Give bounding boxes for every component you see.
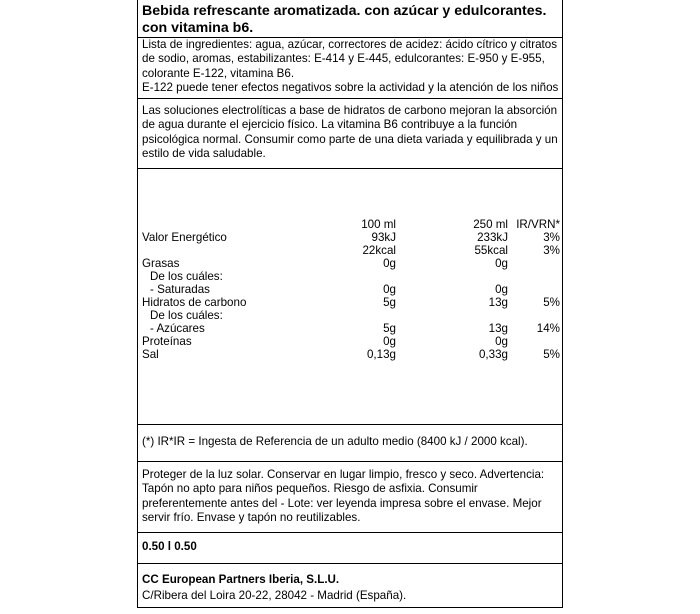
storage-instructions: Proteger de la luz solar. Conservar en lugar limpio, fresco y seco. Advertencia: Tapón no apto para niños pequeños. Riesgo de asfixia. Consumir preferentemente antes del - Lote: ver leyenda impresa sobre el envase. Mejor servir frío. Envase y tapón no reutilizables. [142,468,545,524]
nutrition-cell [508,283,560,296]
nutrition-header-cell: IR/VRN* [516,218,560,231]
nutrition-cell: 14% [536,322,560,335]
colorant-warning: E-122 puede tener efectos negativos sobre la actividad y la atención de los niños [142,81,559,94]
nutrition-row [142,348,560,361]
divider [138,98,562,99]
nutrition-cell [290,309,396,322]
nutrition-row [142,244,560,257]
nutrition-cell: - Azúcares [150,322,205,335]
nutrition-cell: 3% [543,244,560,257]
nutrition-cell [396,270,508,283]
nutrition-cell: Hidratos de carbono [142,296,247,309]
nutrition-cell: 5g [383,296,396,309]
nutrition-cell: Grasas [142,257,180,270]
nutrition-cell: Proteínas [142,335,192,348]
nutrition-row [142,296,560,309]
nutrition-row [142,309,560,322]
company-name: CC European Partners Iberia, S.L.U. [142,573,340,586]
nutrition-cell [508,257,560,270]
ingredients-list: Lista de ingredientes: agua, azúcar, correctores de acidez: ácido cítrico y citratos de sodio, aromas, estabilizantes: E-414 y E-445, edulcorantes: E-950 y E-955, colorante E-122, vitamina B6. [142,38,558,80]
nutrition-row [142,322,560,335]
nutrition-cell: - Saturadas [150,283,210,296]
nutrition-cell: 233kJ [477,231,508,244]
product-title: Bebida refrescante aromatizada. con azúcar y edulcorantes. con vitamina b6. [142,3,547,36]
nutrition-cell: 0,13g [366,348,396,361]
nutrition-row [142,231,560,244]
divider [138,563,562,564]
nutrition-cell: 0g [495,257,508,270]
nutrition-cell: 0,33g [478,348,508,361]
nutrition-cell: 0g [383,335,396,348]
nutrition-cell: 13g [488,322,508,335]
nutrition-header-cell: 250 ml [473,218,508,231]
nutrition-cell: Sal [142,348,159,361]
nutrition-cell: 5% [543,348,560,361]
nutrition-cell: 0g [383,257,396,270]
divider [138,424,562,425]
nutrition-cell [508,270,560,283]
nutrition-cell: 55kcal [474,244,508,257]
nutrition-cell [508,335,560,348]
net-volume: 0.50 l 0.50 [142,540,197,553]
nutrition-header-row [142,218,560,231]
nutrition-cell: 13g [488,296,508,309]
nutrition-cell [508,309,560,322]
nutrition-cell: 0g [383,283,396,296]
nutrition-cell: 0g [495,283,508,296]
nutrition-cell: 0g [495,335,508,348]
label-panel [137,0,563,608]
divider [138,532,562,533]
nutrition-row [142,335,560,348]
reference-intake-footnote: (*) IR*IR = Ingesta de Referencia de un adulto medio (8400 kJ / 2000 kcal). [142,435,528,448]
nutrition-cell: De los cuáles: [150,270,223,283]
health-claims: Las soluciones electrolíticas a base de hidratos de carbono mejoran la absorción de agua durante el ejercicio físico. La vitamina B6 contribuye a la función psicológica normal. Consumir como parte de una dieta variada y equilibrada y un estilo de vida saludable. [142,104,558,160]
nutrition-table [142,218,560,361]
nutrition-cell: De los cuáles: [150,309,223,322]
nutrition-cell [290,270,396,283]
nutrition-cell: Valor Energético [142,231,227,244]
divider [138,461,562,462]
nutrition-header-cell [142,218,290,231]
nutrition-row [142,257,560,270]
nutrition-cell: 3% [543,231,560,244]
nutrition-header-cell: 100 ml [361,218,396,231]
nutrition-row [142,270,560,283]
nutrition-cell: 5% [543,296,560,309]
divider [138,168,562,169]
company-address: C/Ribera del Loira 20-22, 28042 - Madrid (España). [142,589,407,602]
nutrition-cell [142,244,290,257]
nutrition-cell: 5g [383,322,396,335]
nutrition-cell [396,309,508,322]
nutrition-row [142,283,560,296]
nutrition-cell: 93kJ [371,231,396,244]
nutrition-cell: 22kcal [362,244,396,257]
